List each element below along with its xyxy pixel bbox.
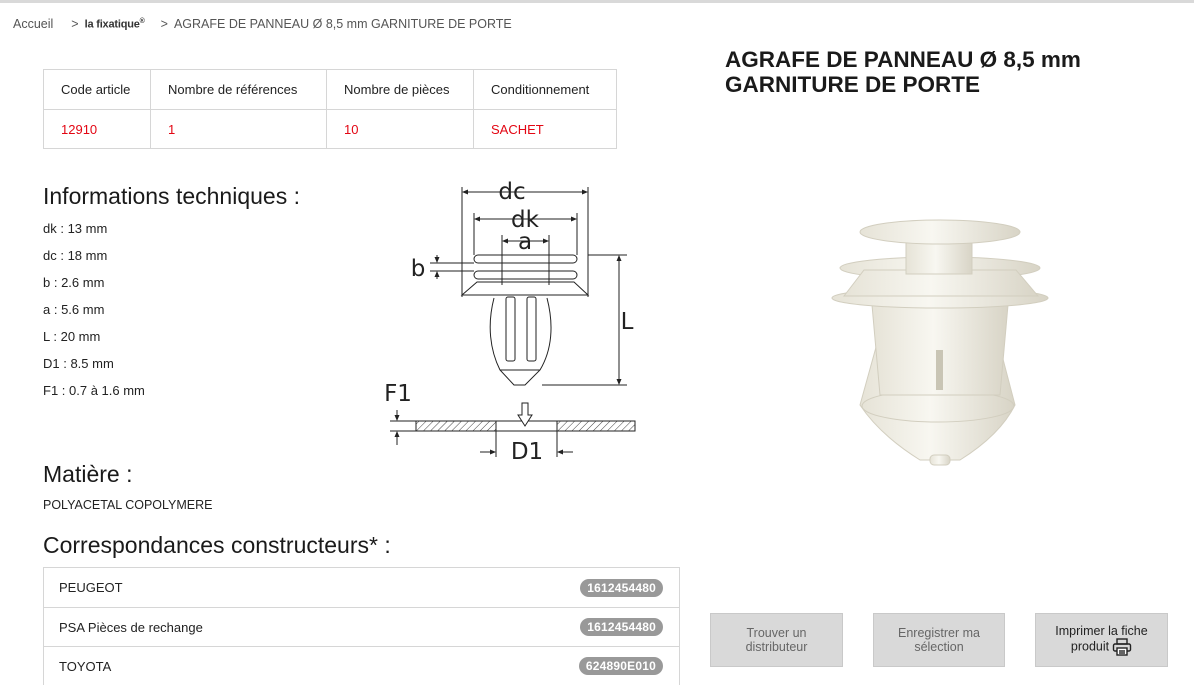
- save-selection-button[interactable]: Enregistrer ma sélection: [873, 613, 1005, 667]
- table-row: [44, 110, 617, 149]
- spec-dk: dk : 13 mm: [43, 221, 108, 236]
- diagram-label-a: a: [517, 229, 533, 255]
- value-conditionnement: SACHET: [474, 110, 617, 149]
- breadcrumb-separator: >: [71, 17, 79, 31]
- header-conditionnement: Conditionnement: [474, 70, 617, 110]
- spec-l: L : 20 mm: [43, 329, 101, 344]
- maker-name: TOYOTA: [59, 658, 112, 674]
- header-nombre-pieces: Nombre de pièces: [327, 70, 474, 110]
- diagram-label-dk: dk: [511, 207, 539, 233]
- spec-b: b : 2.6 mm: [43, 275, 105, 290]
- breadcrumb-brand-link[interactable]: la fixatique®: [84, 17, 145, 31]
- maker-name: PEUGEOT: [59, 580, 123, 595]
- technical-heading: Informations techniques :: [43, 183, 300, 209]
- reference-badge: 624890E010: [579, 657, 663, 675]
- header-nombre-references: Nombre de références: [151, 70, 327, 110]
- print-sheet-button[interactable]: Imprimer la fiche produit: [1035, 613, 1168, 667]
- diagram-label-f1: F1: [384, 381, 412, 407]
- value-nombre-references: 1: [151, 110, 327, 149]
- technical-specs-list: [43, 220, 145, 409]
- value-nombre-pieces: 10: [327, 110, 474, 149]
- diagram-label-l: L: [620, 309, 634, 335]
- maker-name: PSA Pièces de rechange: [59, 619, 203, 635]
- product-title: AGRAFE DE PANNEAU Ø 8,5 mm GARNITURE DE PORTE: [725, 47, 1081, 97]
- table-header-row: [44, 70, 617, 110]
- correspondances-heading: Correspondances constructeurs* :: [43, 532, 391, 558]
- list-item: [44, 607, 679, 646]
- list-item: [44, 568, 679, 607]
- breadcrumb: [13, 17, 512, 31]
- material-value: POLYACETAL COPOLYMERE: [43, 498, 213, 512]
- product-info-table: [43, 69, 617, 149]
- product-photo: [820, 210, 1060, 470]
- breadcrumb-current: AGRAFE DE PANNEAU Ø 8,5 mm GARNITURE DE PORTE: [173, 17, 512, 31]
- breadcrumb-home-link[interactable]: Accueil: [13, 17, 54, 31]
- diagram-label-b: b: [410, 256, 426, 282]
- find-distributor-button[interactable]: Trouver un distributeur: [710, 613, 843, 667]
- list-item: [44, 646, 679, 685]
- printer-icon: [1112, 638, 1132, 656]
- technical-diagram: [382, 175, 642, 470]
- diagram-label-d1: D1: [510, 439, 544, 465]
- reference-badge: 1612454480: [580, 579, 663, 597]
- diagram-label-dc: dc: [498, 179, 526, 205]
- material-heading: Matière :: [43, 461, 133, 487]
- correspondances-list: [43, 567, 680, 685]
- top-divider: [0, 0, 1194, 3]
- reference-badge: 1612454480: [580, 618, 663, 636]
- value-code-article: 12910: [44, 110, 151, 149]
- spec-a: a : 5.6 mm: [43, 302, 105, 317]
- spec-d1: D1 : 8.5 mm: [43, 356, 114, 371]
- header-code-article: Code article: [44, 70, 151, 110]
- spec-f1: F1 : 0.7 à 1.6 mm: [43, 383, 145, 398]
- breadcrumb-separator: >: [160, 17, 168, 31]
- spec-dc: dc : 18 mm: [43, 248, 108, 263]
